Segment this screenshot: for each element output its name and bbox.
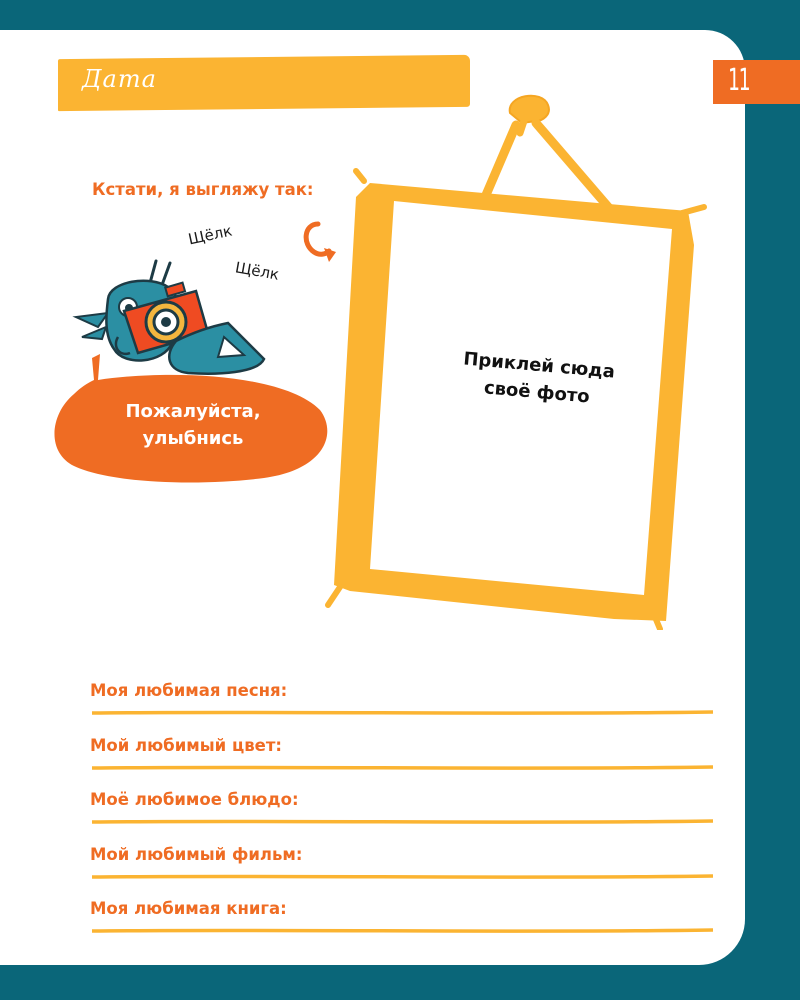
speech-line-2: улыбнись bbox=[142, 428, 244, 449]
favorite-song-field[interactable] bbox=[90, 681, 715, 717]
click-sound-1: Щёлк bbox=[186, 221, 234, 249]
writing-line bbox=[90, 709, 715, 717]
favorite-movie-field[interactable] bbox=[90, 845, 715, 881]
speech-bubble-text bbox=[76, 398, 310, 452]
photo-prompt-line-1: Приклей сюда bbox=[462, 348, 616, 383]
writing-line bbox=[90, 818, 715, 826]
intro-text: Кстати, я выгляжу так: bbox=[92, 180, 314, 199]
favorite-color-field[interactable] bbox=[90, 736, 715, 772]
favorite-book-field[interactable] bbox=[90, 899, 715, 935]
writing-line bbox=[90, 873, 715, 881]
favorite-dish-field[interactable] bbox=[90, 790, 715, 826]
camera-character-icon bbox=[68, 255, 273, 380]
writing-line bbox=[90, 927, 715, 935]
photo-prompt-line-2: своё фото bbox=[483, 377, 591, 408]
writing-line bbox=[90, 764, 715, 772]
speech-line-1: Пожалуйста, bbox=[125, 401, 261, 422]
favorite-color-label: Мой любимый цвет: bbox=[90, 736, 283, 755]
favorite-dish-label: Моё любимое блюдо: bbox=[90, 790, 299, 809]
page-number: 11 bbox=[728, 63, 750, 98]
favorite-book-label: Моя любимая книга: bbox=[90, 899, 287, 918]
date-label: Дата bbox=[82, 65, 157, 93]
favorite-movie-label: Мой любимый фильм: bbox=[90, 845, 303, 864]
favorite-song-label: Моя любимая песня: bbox=[90, 681, 288, 700]
click-sound-2: Щёлк bbox=[233, 258, 281, 284]
